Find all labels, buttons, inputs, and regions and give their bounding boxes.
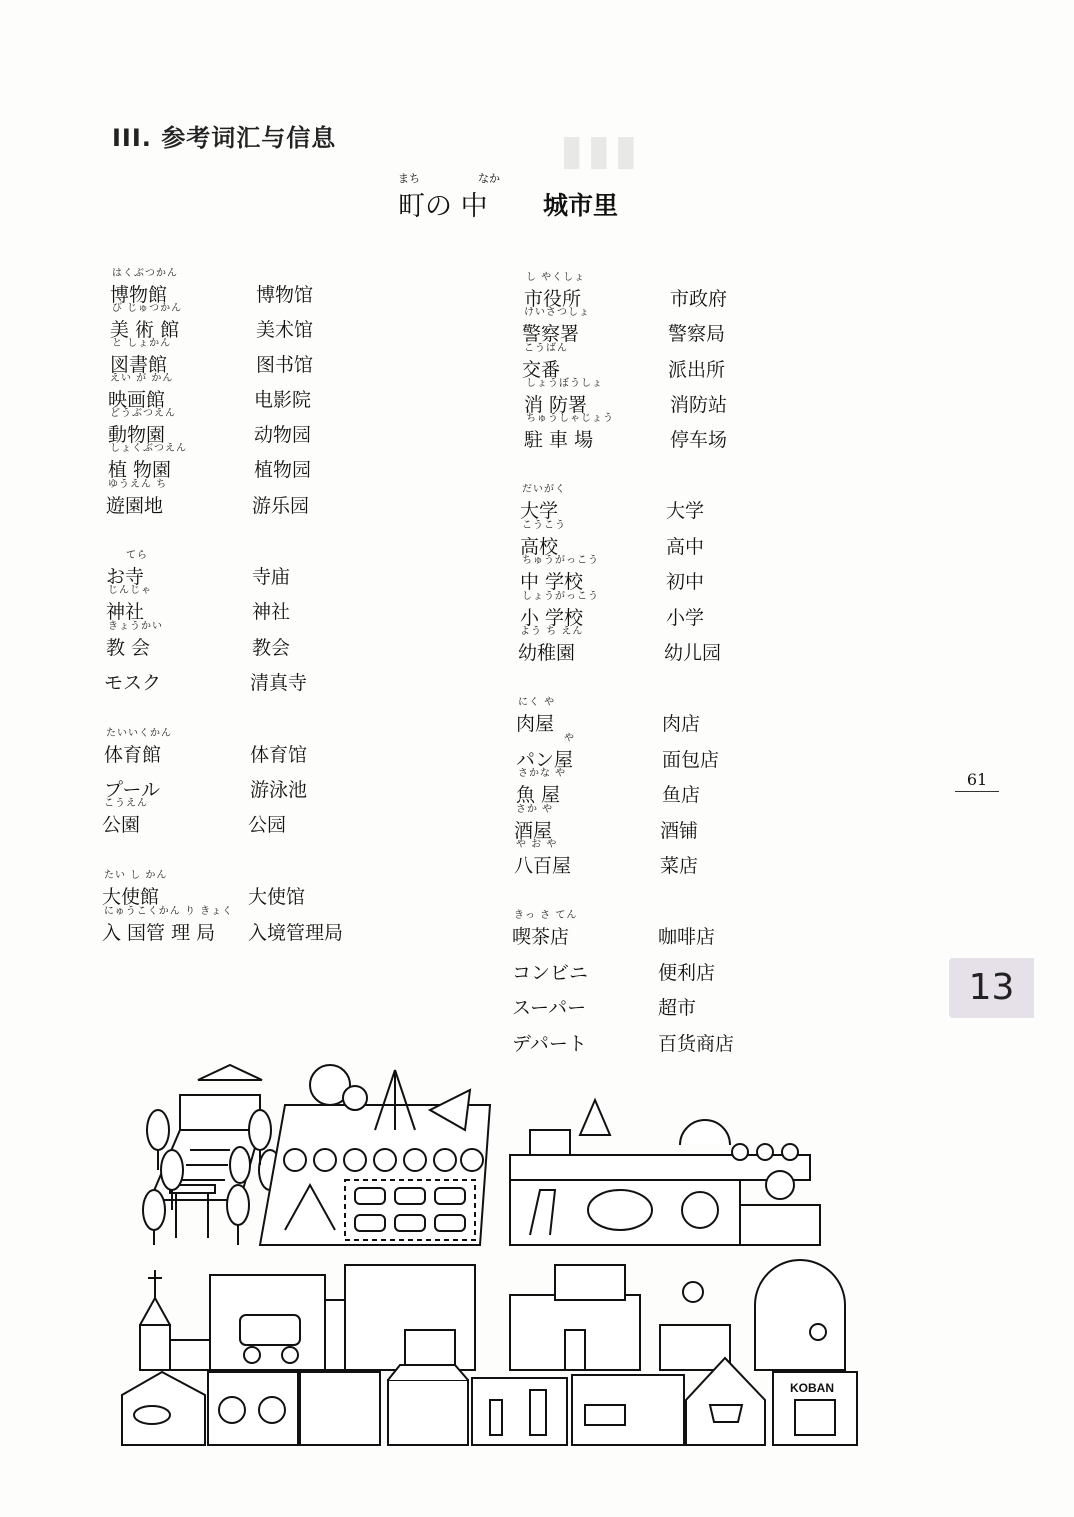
ruby: はくぶつかん [112, 268, 178, 279]
japanese-word: 警察署 [522, 323, 580, 345]
vocab-entry [512, 958, 772, 988]
chinese-word: 博物馆 [256, 284, 314, 306]
vocab-entry [512, 993, 772, 1023]
chinese-word: 肉店 [662, 713, 701, 735]
vocab-entry [102, 798, 362, 840]
ruby: えい が かん [110, 373, 174, 384]
japanese-word: お寺 [106, 566, 145, 588]
shop-row [122, 1358, 857, 1445]
japanese-word: 入 国管 理 局 [102, 922, 216, 944]
vocab-entry [102, 906, 362, 948]
zoo-illustration [510, 1100, 820, 1245]
chinese-word: 面包店 [662, 749, 720, 771]
ruby: じんじゃ [108, 585, 152, 596]
japanese-word: 映画館 [108, 389, 166, 411]
ruby: や お や [516, 839, 558, 850]
ruby: しょうがっこう [522, 591, 599, 602]
ruby: たい し かん [104, 870, 168, 881]
japanese-word: モスク [104, 672, 162, 694]
chinese-word: 游乐园 [252, 495, 310, 517]
japanese-word: 八百屋 [514, 855, 572, 877]
chinese-word: 大学 [666, 500, 705, 522]
japanese-word: 小 学校 [520, 607, 584, 629]
chinese-word: 寺庙 [252, 566, 291, 588]
title-ruby-naka: なか [478, 172, 500, 185]
chinese-word: 菜店 [660, 855, 699, 877]
ruby: しょくぶつえん [110, 443, 187, 454]
ruby: さかな や [518, 768, 567, 779]
ruby: しょうぼうしょ [526, 378, 603, 389]
section-heading: III. 参考词汇与信息 [112, 124, 337, 152]
chinese-word: 咖啡店 [658, 926, 716, 948]
japanese-word: 酒屋 [514, 820, 553, 842]
title-japanese: 町の 中 [398, 191, 488, 222]
japanese-word: 植 物園 [108, 459, 172, 481]
chinese-word: 鱼店 [662, 784, 701, 806]
vocab-entry [106, 479, 366, 521]
chinese-word: 游泳池 [250, 779, 308, 801]
chinese-word: 初中 [666, 571, 705, 593]
ruby: けいさつしょ [524, 307, 590, 318]
title-chinese: 城市里 [543, 191, 619, 220]
ruby: こうばん [524, 343, 568, 354]
chinese-word: 动物园 [254, 424, 312, 446]
japanese-word: 魚 屋 [516, 784, 561, 806]
chinese-word: 百货商店 [658, 1033, 735, 1055]
japanese-word: 肉屋 [516, 713, 555, 735]
japanese-word: 教 会 [106, 637, 151, 659]
chinese-word: 派出所 [668, 359, 726, 381]
vocab-entry [512, 1029, 772, 1059]
ruby: と しょかん [112, 338, 172, 349]
chapter-tab: 13 [949, 958, 1034, 1018]
vocab-entry [516, 768, 776, 810]
chinese-word: 教会 [252, 637, 291, 659]
japanese-word: 公園 [102, 814, 141, 836]
koban-sign: KOBAN [790, 1381, 834, 1395]
chinese-word: 停车场 [670, 429, 728, 451]
ruby: よう ち えん [520, 626, 584, 637]
shrine-illustration [143, 1065, 281, 1245]
chinese-word: 公园 [248, 814, 287, 836]
japanese-word: 体育館 [104, 744, 162, 766]
bleed-through-text: ▮▮▮ [560, 125, 642, 174]
park-illustration [260, 1065, 490, 1245]
chinese-word: 体育馆 [250, 744, 308, 766]
japanese-word: プール [104, 779, 161, 801]
japanese-word: 大学 [520, 500, 559, 522]
japanese-word: 喫茶店 [512, 926, 570, 948]
chinese-word: 植物园 [254, 459, 312, 481]
vocab-entry [518, 626, 778, 668]
chinese-word: 酒铺 [660, 820, 699, 842]
vocab-entry [104, 668, 364, 698]
ruby: さか や [516, 804, 554, 815]
chinese-word: 便利店 [658, 962, 716, 984]
ruby: てら [126, 550, 148, 561]
chinese-word: 消防站 [670, 394, 728, 416]
chinese-word: 幼儿园 [664, 642, 722, 664]
japanese-word: 動物園 [108, 424, 166, 446]
vocab-entry [104, 728, 364, 770]
japanese-word: 図書館 [110, 354, 168, 376]
ruby: きょうかい [108, 621, 163, 632]
chinese-word: 电影院 [254, 389, 312, 411]
japanese-word: 神社 [106, 601, 145, 623]
ruby: きっ さ てん [514, 910, 578, 921]
japanese-word: 駐 車 場 [524, 429, 594, 451]
title-ruby-machi: まち [398, 172, 420, 185]
middle-row-buildings [140, 1260, 845, 1370]
ruby: どうぶつえん [110, 408, 176, 419]
ruby: し やくしょ [526, 272, 586, 283]
japanese-word: 消 防署 [524, 394, 588, 416]
chinese-word: 图书馆 [256, 354, 314, 376]
ruby: ゆうえん ち [108, 479, 168, 490]
vocab-entry [106, 621, 366, 663]
japanese-word: コンビニ [512, 962, 589, 984]
vocab-entry [524, 413, 784, 455]
chinese-word: 神社 [252, 601, 291, 623]
ruby: こうえん [104, 798, 148, 809]
vocab-entry [514, 839, 774, 881]
ruby: や [564, 733, 575, 744]
ruby: たいいくかん [106, 728, 172, 739]
japanese-word: デパート [512, 1033, 587, 1055]
vocab-entry [516, 697, 776, 739]
page-number: 61 [955, 770, 999, 792]
town-illustration [110, 1060, 870, 1450]
japanese-word: 中 学校 [520, 571, 584, 593]
page-title [398, 170, 728, 220]
japanese-word: 高校 [520, 536, 559, 558]
ruby: ちゅうしゃじょう [526, 413, 614, 424]
chinese-word: 市政府 [670, 288, 728, 310]
ruby: こうこう [522, 520, 566, 531]
chinese-word: 超市 [658, 997, 697, 1019]
japanese-word: 美 術 館 [110, 319, 180, 341]
japanese-word: 幼稚園 [518, 642, 576, 664]
chinese-word: 高中 [666, 536, 705, 558]
japanese-word: スーパー [512, 997, 587, 1019]
vocab-entry [512, 910, 772, 952]
japanese-word: 交番 [522, 359, 561, 381]
japanese-word: 遊園地 [106, 495, 164, 517]
chinese-word: 美术馆 [256, 319, 314, 341]
ruby: び じゅつかん [112, 303, 183, 314]
chinese-word: 入境管理局 [248, 922, 344, 944]
chinese-word: 警察局 [668, 323, 726, 345]
chinese-word: 小学 [666, 607, 705, 629]
chinese-word: 大使馆 [248, 886, 306, 908]
ruby: にゅうこくかん り きょく [104, 906, 234, 917]
ruby: だいがく [522, 484, 566, 495]
japanese-word: 大使館 [102, 886, 160, 908]
ruby: にく や [518, 697, 556, 708]
japanese-word: 市役所 [524, 288, 582, 310]
japanese-word: パン屋 [516, 749, 574, 771]
ruby: ちゅうがっこう [522, 555, 599, 566]
japanese-word: 博物館 [110, 284, 168, 306]
chinese-word: 清真寺 [250, 672, 308, 694]
